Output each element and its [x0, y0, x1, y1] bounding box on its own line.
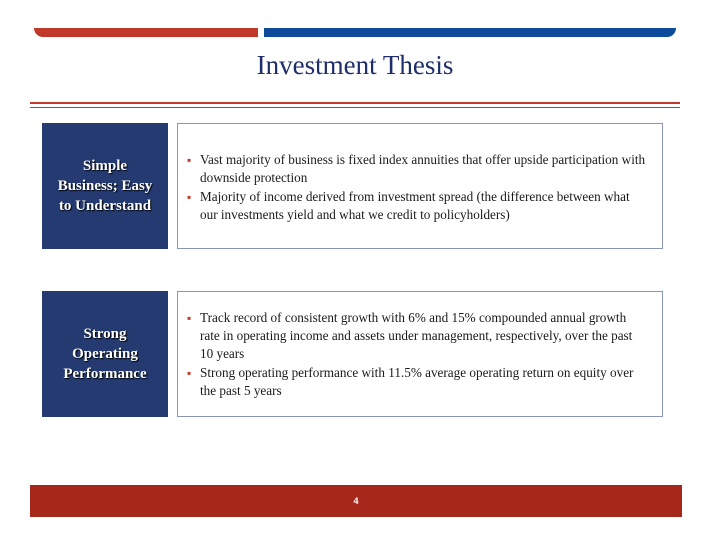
square-bullet-icon: ▪ [187, 190, 192, 204]
list-item [186, 364, 648, 400]
list-item [186, 188, 648, 224]
slide-title: Investment Thesis [256, 50, 454, 80]
label-line: Business; Easy [57, 178, 153, 194]
bullet-text: Strong operating performance with 11.5% average operating return on equity over the past 5 years [200, 365, 634, 398]
title-divider-top [30, 102, 680, 104]
list-item [186, 151, 648, 187]
square-bullet-icon: ▪ [187, 311, 192, 325]
section-content-strong-performance [177, 291, 663, 417]
title-divider-bottom [30, 107, 680, 108]
label-line: Strong [83, 326, 127, 342]
top-accent-bar-blue [264, 28, 676, 37]
top-accent-bar-red [34, 28, 258, 37]
page-number: 4 [353, 496, 359, 506]
label-line: Performance [63, 366, 147, 382]
list-item [186, 309, 648, 363]
bullet-text: Vast majority of business is fixed index annuities that offer upside participation with downside protection [200, 152, 646, 185]
label-line: Operating [72, 346, 138, 362]
footer-bar [30, 485, 682, 517]
section-content-simple-business [177, 123, 663, 249]
section-label-simple-business [42, 123, 168, 249]
bullet-list [186, 151, 648, 224]
label-line: Simple [82, 158, 128, 174]
label-line: to Understand [58, 198, 152, 214]
bullet-text: Majority of income derived from investment spread (the difference between what our investments yield and what we credit to policyholders) [200, 189, 630, 222]
square-bullet-icon: ▪ [187, 153, 192, 167]
square-bullet-icon: ▪ [187, 366, 192, 380]
bullet-text: Track record of consistent growth with 6% and 15% compounded annual growth rate in operating income and assets under management, respectively, over the past 10 years [200, 310, 633, 361]
bullet-list [186, 309, 648, 400]
section-label-strong-performance [42, 291, 168, 417]
